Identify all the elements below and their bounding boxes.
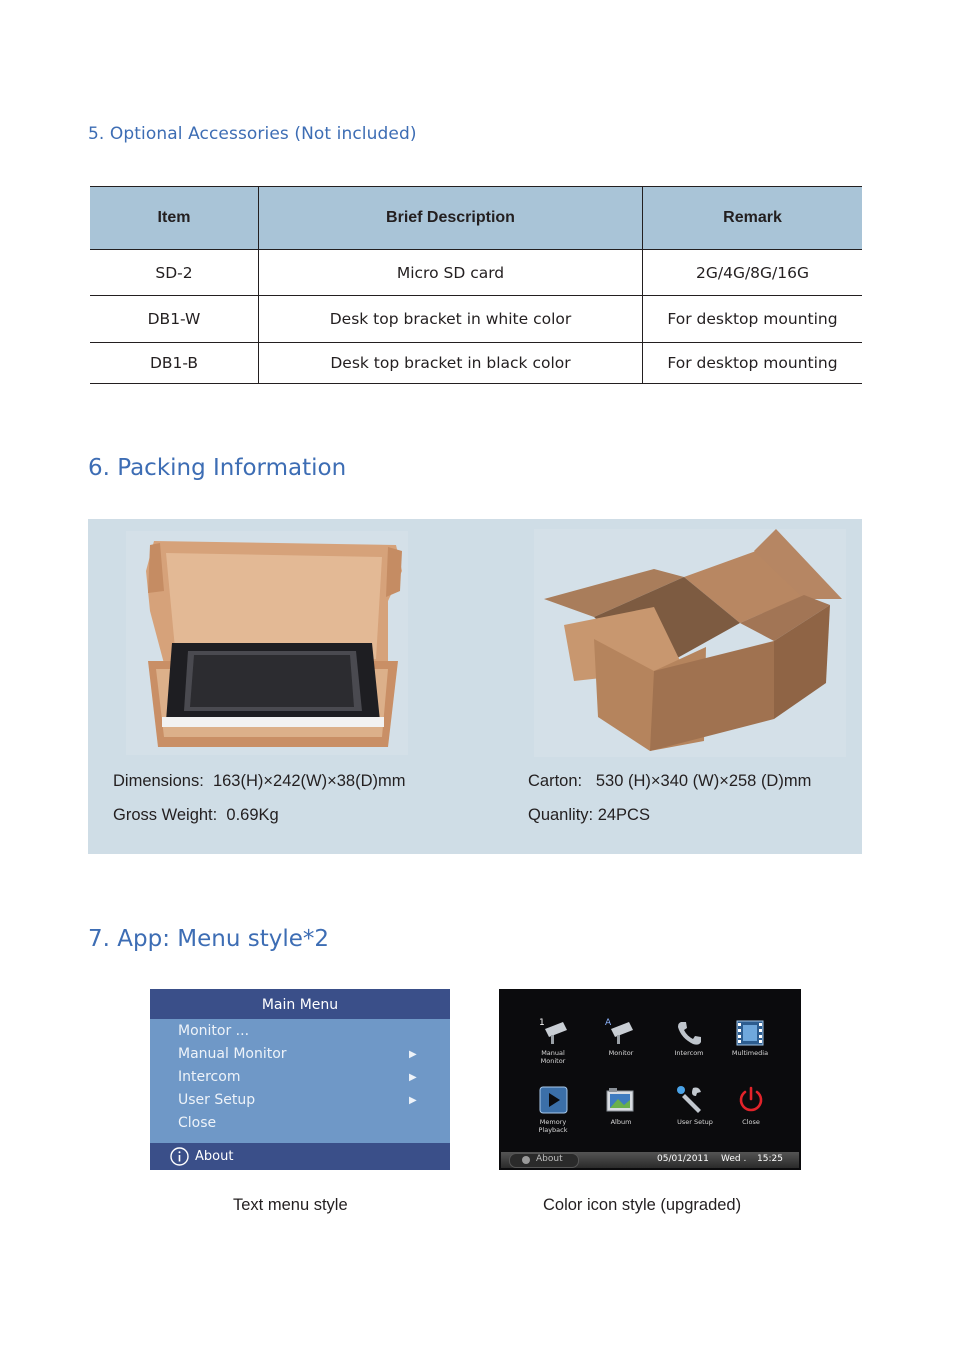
section-5-title: 5. Optional Accessories (Not included) — [88, 124, 417, 144]
icon-label: Multimedia — [731, 1049, 769, 1057]
cell-remark: For desktop mounting — [643, 296, 863, 343]
icon-label: Monitor — [608, 1049, 634, 1057]
table-row — [90, 343, 862, 384]
wrench-icon — [675, 1084, 705, 1114]
main-menu-header: Main Menu — [150, 989, 450, 1019]
menu-item-close: Close — [178, 1115, 217, 1131]
about-label: About — [195, 1149, 234, 1164]
menu-item-manual-monitor: Manual Monitor — [178, 1046, 287, 1062]
cell-remark: 2G/4G/8G/16G — [643, 250, 863, 296]
carton-text: Carton: 530 (H)×340 (W)×258 (D)mm — [528, 772, 812, 790]
info-icon — [170, 1147, 189, 1166]
icon-label: Manual Monitor — [540, 1049, 566, 1065]
icon-menu-status-bar — [501, 1152, 799, 1168]
text-menu-screenshot — [150, 989, 450, 1170]
about-label: About — [536, 1154, 563, 1164]
menu-item-monitor: Monitor ... — [178, 1023, 250, 1039]
svg-text:1: 1 — [539, 1018, 545, 1028]
header-remark: Remark — [643, 187, 863, 250]
camera-a-icon — [605, 1017, 637, 1047]
carton-box-image — [534, 529, 846, 757]
icon-label: Album — [610, 1118, 632, 1126]
svg-text:A: A — [605, 1018, 612, 1028]
icon-label: Intercom — [674, 1049, 704, 1057]
cell-description: Desk top bracket in black color — [259, 343, 643, 384]
submenu-arrow-icon: ▶ — [409, 1095, 417, 1106]
monitor-in-box-image — [126, 531, 408, 755]
info-icon — [522, 1156, 530, 1164]
text-menu-caption: Text menu style — [233, 1196, 348, 1214]
time-text: 15:25 — [757, 1154, 783, 1164]
camera-1-icon — [539, 1017, 571, 1047]
table-row — [90, 250, 862, 296]
day-text: Wed . — [721, 1154, 747, 1164]
icon-label: Close — [742, 1118, 760, 1126]
accessories-table — [90, 186, 862, 384]
phone-icon — [675, 1019, 703, 1047]
film-icon — [735, 1019, 765, 1047]
cell-description: Micro SD card — [259, 250, 643, 296]
cell-item: DB1-W — [90, 296, 259, 343]
cell-remark: For desktop mounting — [643, 343, 863, 384]
submenu-arrow-icon: ▶ — [409, 1049, 417, 1060]
cell-item: SD-2 — [90, 250, 259, 296]
menu-item-user-setup: User Setup — [178, 1092, 256, 1108]
icon-label: User Setup — [677, 1118, 713, 1126]
date-text: 05/01/2011 — [657, 1154, 709, 1164]
cell-item: DB1-B — [90, 343, 259, 384]
album-icon — [605, 1086, 635, 1114]
icon-label: Memory Playback — [538, 1118, 568, 1134]
power-icon — [737, 1086, 765, 1114]
section-6-title: 6. Packing Information — [88, 455, 347, 481]
packing-panel — [88, 519, 862, 854]
cell-description: Desk top bracket in white color — [259, 296, 643, 343]
header-description: Brief Description — [259, 187, 643, 250]
section-7-title: 7. App: Menu style*2 — [88, 926, 329, 952]
icon-menu-screenshot — [499, 989, 801, 1170]
header-item: Item — [90, 187, 259, 250]
dimensions-text: Dimensions: 163(H)×242(W)×38(D)mm — [113, 772, 406, 790]
table-row — [90, 296, 862, 343]
menu-item-intercom: Intercom — [178, 1069, 241, 1085]
table-header-row — [90, 187, 862, 250]
icon-menu-caption: Color icon style (upgraded) — [543, 1196, 742, 1214]
quantity-text: Quanlity: 24PCS — [528, 806, 650, 824]
main-menu-footer — [150, 1143, 450, 1170]
about-button — [509, 1153, 579, 1168]
submenu-arrow-icon: ▶ — [409, 1072, 417, 1083]
play-icon — [539, 1086, 568, 1114]
gross-weight-text: Gross Weight: 0.69Kg — [113, 806, 279, 824]
